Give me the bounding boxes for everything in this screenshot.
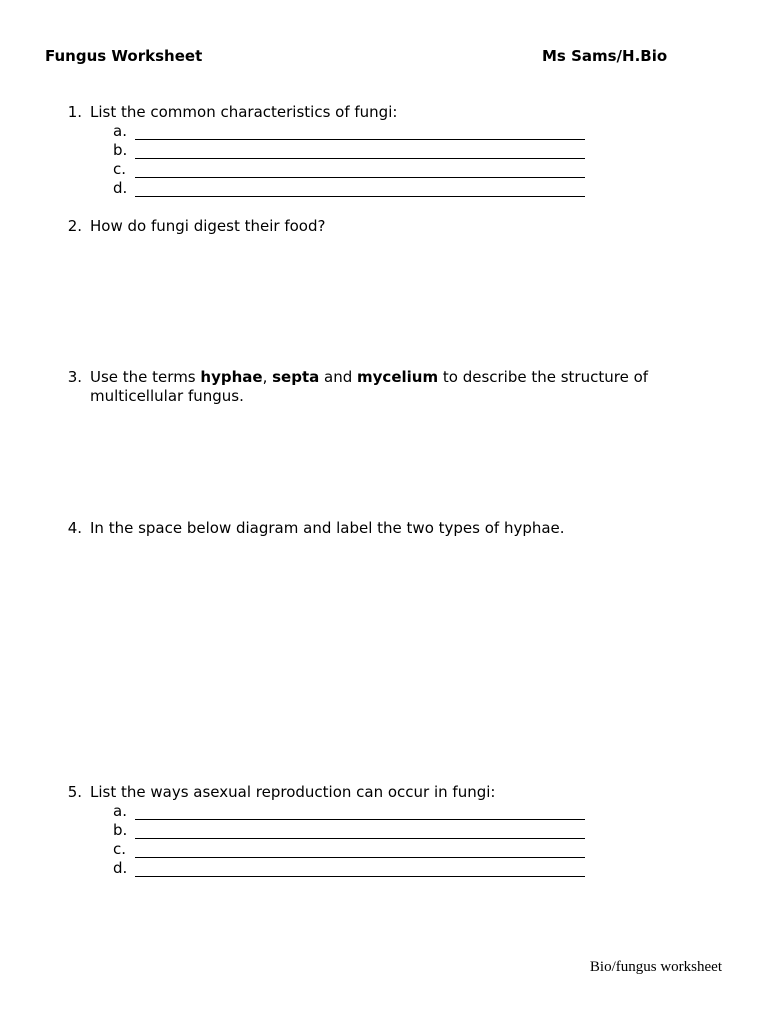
answer-item bbox=[113, 160, 690, 179]
question-line bbox=[62, 217, 690, 236]
question-number: 2. bbox=[67, 217, 82, 235]
question-text bbox=[90, 368, 690, 406]
question-4 bbox=[62, 519, 690, 768]
answer-letter: b. bbox=[113, 821, 128, 839]
answer-blank-line bbox=[135, 802, 585, 820]
question-text: How do fungi digest their food? bbox=[90, 217, 326, 235]
answer-blank-line bbox=[135, 840, 585, 858]
answer-letter: c. bbox=[113, 160, 127, 178]
question-5 bbox=[62, 783, 690, 878]
answer-letter: a. bbox=[113, 122, 127, 140]
teacher-class-label: Ms Sams/H.Bio bbox=[542, 47, 668, 65]
answer-item bbox=[113, 859, 690, 878]
key-term-septa: septa bbox=[272, 368, 320, 386]
question-number: 3. bbox=[67, 368, 82, 386]
question-number: 1. bbox=[67, 103, 82, 121]
question-text-segment: , bbox=[262, 368, 273, 386]
key-term-mycelium: mycelium bbox=[357, 368, 439, 386]
answer-letter: a. bbox=[113, 802, 127, 820]
question-text: In the space below diagram and label the two types of hyphae. bbox=[90, 519, 565, 537]
question-text: List the common characteristics of fungi: bbox=[90, 103, 398, 121]
question-text-segment: Use the terms bbox=[90, 368, 201, 386]
answer-letter: c. bbox=[113, 840, 127, 858]
answer-item bbox=[113, 821, 690, 840]
question-number: 4. bbox=[67, 519, 82, 537]
answer-item bbox=[113, 802, 690, 821]
answer-item bbox=[113, 840, 690, 859]
question-text-segment: to describe the structure of multicellular fungus. bbox=[90, 368, 649, 405]
answer-blank-line bbox=[135, 122, 585, 140]
worksheet-title: Fungus Worksheet bbox=[45, 47, 203, 65]
question-3 bbox=[62, 368, 690, 506]
answer-item bbox=[113, 122, 690, 141]
question-1 bbox=[62, 103, 690, 198]
answer-letter: d. bbox=[113, 179, 128, 197]
answer-blank-line bbox=[135, 821, 585, 839]
answer-letter: b. bbox=[113, 141, 128, 159]
question-number: 5. bbox=[67, 783, 82, 801]
answer-item bbox=[113, 179, 690, 198]
answer-blank-line bbox=[135, 179, 585, 197]
answer-blank-line bbox=[135, 859, 585, 877]
question-text-segment: and bbox=[319, 368, 358, 386]
answer-space bbox=[90, 236, 690, 356]
answer-blank-line bbox=[135, 141, 585, 159]
question-line bbox=[62, 103, 690, 122]
answer-blank-line bbox=[135, 160, 585, 178]
answer-space bbox=[90, 406, 690, 506]
question-line bbox=[62, 783, 690, 802]
answer-item bbox=[113, 141, 690, 160]
footer-label: Bio/fungus worksheet bbox=[589, 959, 722, 975]
question-2 bbox=[62, 217, 690, 356]
question-line bbox=[62, 519, 690, 538]
diagram-space bbox=[90, 538, 690, 768]
key-term-hyphae: hyphae bbox=[200, 368, 263, 386]
answer-letter: d. bbox=[113, 859, 128, 877]
question-text: List the ways asexual reproduction can occur in fungi: bbox=[90, 783, 496, 801]
question-line bbox=[62, 368, 690, 406]
